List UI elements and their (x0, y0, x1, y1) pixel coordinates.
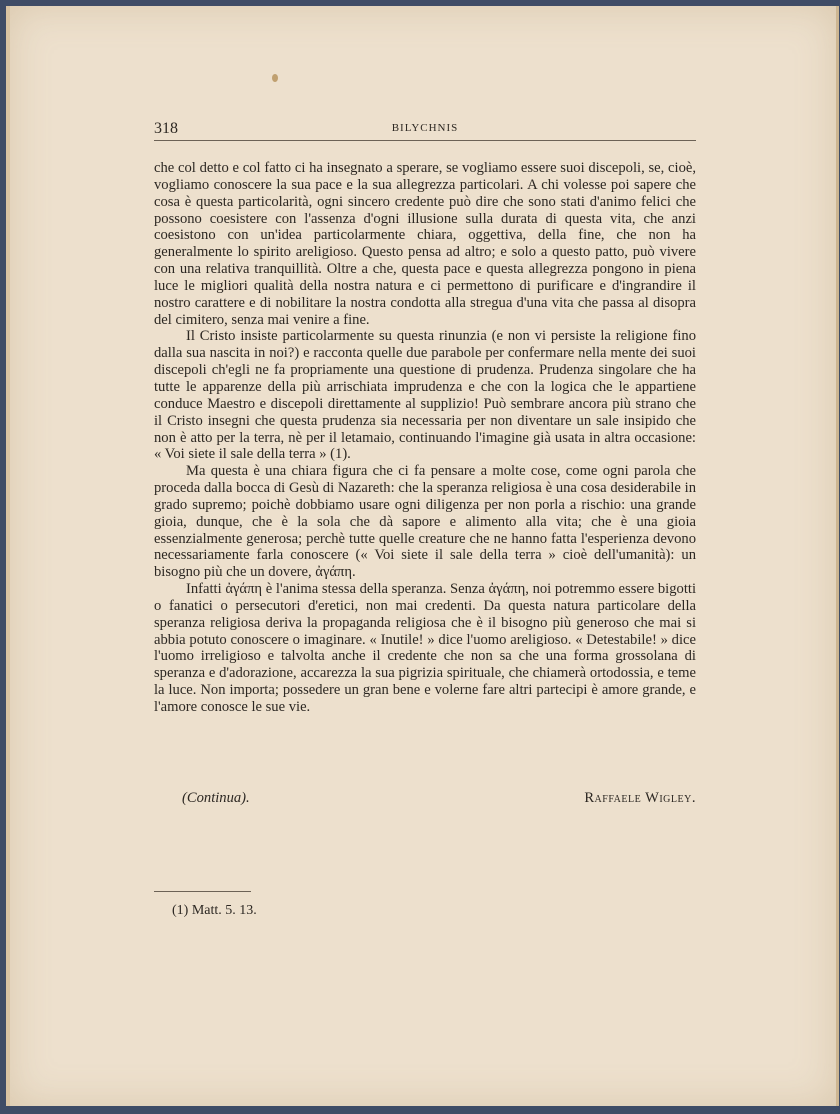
paragraph-1: che col detto e col fatto ci ha insegnato a sperare, se vogliamo essere suoi discepoli, se, cioè, vogliamo conoscere la sua pace e la sua allegrezza particolari. A chi volesse poi sapere che cosa è questa particolarità, ogni sincero credente può dire che sono stati d'animo felici che possono coesistere con l'assenza d'ogni illusione sulla durata di questa vita, che anzi coesistono con un'idea particolarmente chiara, oggettiva, della fine, che non ha generalmente lo spirito areligioso. Questo pensa ad altro; e solo a questo patto, può vivere con una relativa tranquillità. Oltre a che, questa pace e questa allegrezza pongono in piena luce le migliori qualità della nostra natura e ci permettono di purificare e d'ingrandire il nostro carattere e di nobilitare la nostra condotta alla stregua d'una vita che passa al disopra del cimitero, senza mai venire a fine. (154, 160, 696, 328)
footnote: (1) Matt. 5. 13. (172, 903, 257, 918)
closing-line (154, 790, 696, 810)
page-header (154, 120, 696, 141)
author-signature: Raffaele Wigley. (584, 790, 696, 806)
continua-note: (Continua). (182, 790, 250, 806)
page-number: 318 (154, 120, 178, 137)
footnote-divider (154, 891, 251, 892)
article-body (154, 160, 696, 716)
running-head: BILYCHNIS (391, 122, 459, 134)
paragraph-3: Ma questa è una chiara figura che ci fa pensare a molte cose, come ogni parola che proceda dalla bocca di Gesù di Nazareth: che la speranza religiosa è una cosa desiderabile in grado supremo; poichè dobbiamo usare ogni diligenza per non porla a rischio: una grande gioia, dunque, che è la sola che dà sapore e alimento alla vita; che è una gioia essenzialmente generosa; perchè tutte quelle creature che ne hanno fatta l'esperienza devono necessariamente farla conoscere (« Voi siete il sale della terra » cioè dell'umanità): un bisogno più che un dovere, ἀγάπη. (154, 463, 696, 581)
paragraph-4: Infatti ἀγάπη è l'anima stessa della speranza. Senza ἀγάπη, noi potremmo essere bigotti o fanatici o persecutori d'eretici, non mai credenti. Da questa natura particolare della speranza religiosa deriva la propaganda religiosa che è il bisogno più generoso che mai si abbia potuto conoscere o imaginare. « Inutile! » dice l'uomo areligioso. « Detestabile! » dice l'uomo irreligioso e talvolta anche il credente che non sa che una forma grossolana di speranza e d'adorazione, accarezza la sua pigrizia spirituale, che chiamerà ortodossia, e teme la luce. Non importa; possedere un gran bene e volerne fare altri partecipi è amore grande, e l'amore conosce le sue vie. (154, 581, 696, 715)
paragraph-2: Il Cristo insiste particolarmente su questa rinunzia (e non vi persiste la religione fino dalla sua nascita in noi?) e racconta quelle due parabole per confermare nella mente dei suoi discepoli ch'egli ne fa propriamente una questione di prudenza. Prudenza singolare che ha tutte le apparenze della più arrischiata imprudenza e che con la logica che le appartiene conduce Maestro e discepoli direttamente al supplizio! Può sembrare ancora più strano che il Cristo insegni che questa prudenza sia necessaria per non diventare un sale insipido che non è atto per la terra, nè per il letamaio, continuando l'imagine già usata in altra occasione: « Voi siete il sale della terra » (1). (154, 328, 696, 463)
paper-stain (272, 74, 278, 82)
